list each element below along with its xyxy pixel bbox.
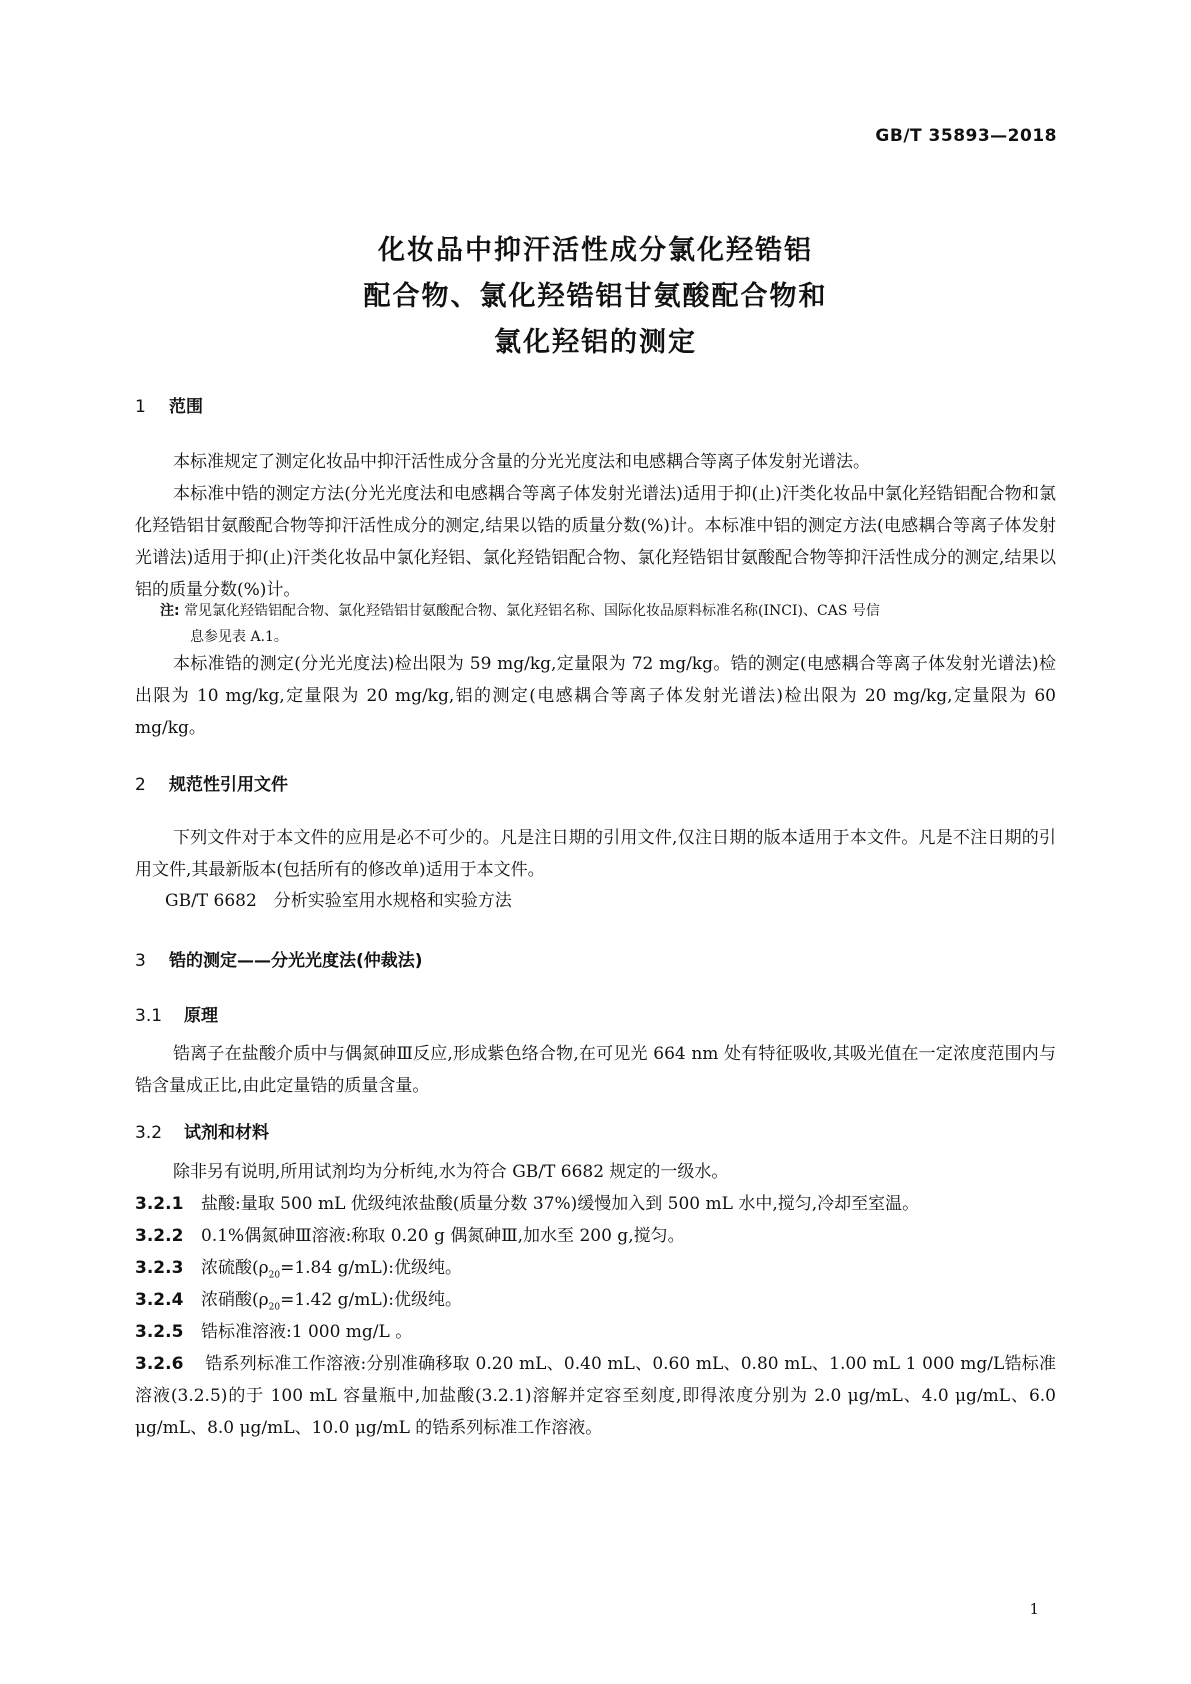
clause-text-pre: 浓硫酸(ρ — [201, 1258, 269, 1278]
clause-text-post: =1.84 g/mL):优级纯。 — [280, 1258, 462, 1278]
clause-text: 0.1%偶氮砷Ⅲ溶液:称取 0.20 g 偶氮砷Ⅲ,加水至 200 g,搅匀。 — [201, 1226, 685, 1246]
clause-text: 盐酸:量取 500 mL 优级纯浓盐酸(质量分数 37%)缓慢加入到 500 mL 水中,搅匀,冷却至室温。 — [201, 1194, 920, 1214]
subsection-number: 3.1 — [135, 1006, 163, 1026]
clause-number: 3.2.2 — [135, 1226, 184, 1246]
density-subscript: 20 — [268, 1302, 281, 1313]
density-subscript: 20 — [268, 1270, 281, 1281]
clause-3-2-5 — [135, 1316, 412, 1348]
clause-3-2-2 — [135, 1220, 685, 1252]
clause-number: 3.2.3 — [135, 1258, 184, 1278]
clause-number: 3.2.6 — [135, 1354, 184, 1374]
subsection-number: 3.2 — [135, 1123, 163, 1143]
section-2-heading — [135, 770, 288, 795]
section-number: 3 — [135, 951, 146, 971]
document-title — [0, 228, 1191, 366]
clause-text-pre: 浓硝酸(ρ — [201, 1290, 269, 1310]
subsection-title: 原理 — [184, 1006, 218, 1026]
subsection-title: 试剂和材料 — [184, 1123, 269, 1143]
section-number: 2 — [135, 775, 146, 795]
subsection-3-2-heading — [135, 1118, 269, 1143]
clause-number: 3.2.1 — [135, 1194, 184, 1214]
clause-number: 3.2.4 — [135, 1290, 184, 1310]
title-line-3: 氯化羟铝的测定 — [494, 327, 697, 358]
page-number: 1 — [1029, 1600, 1039, 1618]
s1-paragraph-1: 本标准规定了测定化妆品中抑汗活性成分含量的分光光度法和电感耦合等离子体发射光谱法。 — [173, 452, 870, 472]
s1-paragraph-2: 本标准中锆的测定方法(分光光度法和电感耦合等离子体发射光谱法)适用于抑(止)汗类化妆品中氯化羟锆铝配合物和氯化羟锆铝甘氨酸配合物等抑汗活性成分的测定,结果以锆的质量分数(%)计。本标准中铝的测定方法(电感耦合等离子体发射光谱法)适用于抑(止)汗类化妆品中氯化羟铝、氯化羟锆铝配合物、氯化羟锆铝甘氨酸配合物等抑汗活性成分的测定,结果以铝的质量分数(%)计。 — [135, 484, 1056, 600]
subsection-3-1-heading — [135, 1001, 218, 1026]
clause-number: 3.2.5 — [135, 1322, 184, 1342]
clause-text-post: =1.42 g/mL):优级纯。 — [280, 1290, 462, 1310]
section-title: 范围 — [169, 397, 203, 417]
s3-1-paragraph: 锆离子在盐酸介质中与偶氮砷Ⅲ反应,形成紫色络合物,在可见光 664 nm 处有特征吸收,其吸光值在一定浓度范围内与锆含量成正比,由此定量锆的质量含量。 — [135, 1044, 1056, 1096]
clause-text: 锆系列标准工作溶液:分别准确移取 0.20 mL、0.40 mL、0.60 mL、0.80 mL、1.00 mL 1 000 mg/L锆标准溶液(3.2.5)的于 100 mL 容量瓶中,加盐酸(3.2.1)溶解并定容至刻度,即得浓度分别为 2.0 μg/mL、4.0 μg/mL、6.0 μg/mL、8.0 μg/mL、10.0 μg/mL 的锆系列标准工作溶液。 — [135, 1354, 1056, 1438]
title-line-1: 化妆品中抑汗活性成分氯化羟锆铝 — [378, 235, 813, 266]
s3-2-intro: 除非另有说明,所用试剂均为分析纯,水为符合 GB/T 6682 规定的一级水。 — [173, 1162, 729, 1182]
s2-paragraph-1: 下列文件对于本文件的应用是必不可少的。凡是注日期的引用文件,仅注日期的版本适用于本文件。凡是不注日期的引用文件,其最新版本(包括所有的修改单)适用于本文件。 — [135, 828, 1056, 880]
section-number: 1 — [135, 397, 146, 417]
note-text-1: 常见氯化羟锆铝配合物、氯化羟锆铝甘氨酸配合物、氯化羟铝名称、国际化妆品原料标准名称(INCI)、CAS 号信 — [184, 603, 880, 619]
clause-text: 锆标准溶液:1 000 mg/L 。 — [201, 1322, 413, 1342]
s1-note-continued: 息参见表 A.1。 — [190, 629, 288, 645]
section-title: 锆的测定——分光光度法(仲裁法) — [169, 951, 423, 971]
title-line-2: 配合物、氯化羟锆铝甘氨酸配合物和 — [363, 281, 828, 312]
section-3-heading — [135, 946, 423, 971]
note-label: 注: — [160, 603, 180, 619]
s1-paragraph-3: 本标准锆的测定(分光光度法)检出限为 59 mg/kg,定量限为 72 mg/kg。锆的测定(电感耦合等离子体发射光谱法)检出限为 10 mg/kg,定量限为 20 mg/kg,铝的测定(电感耦合等离子体发射光谱法)检出限为 20 mg/kg,定量限为 60 mg/kg。 — [135, 654, 1056, 738]
clause-3-2-1 — [135, 1188, 919, 1220]
s1-note — [160, 598, 1056, 624]
section-1-heading — [135, 392, 203, 417]
standard-number: GB/T 35893—2018 — [875, 126, 1057, 146]
section-title: 规范性引用文件 — [169, 775, 288, 795]
clause-3-2-6 — [135, 1348, 1056, 1444]
s2-reference: GB/T 6682 分析实验室用水规格和实验方法 — [165, 891, 512, 911]
